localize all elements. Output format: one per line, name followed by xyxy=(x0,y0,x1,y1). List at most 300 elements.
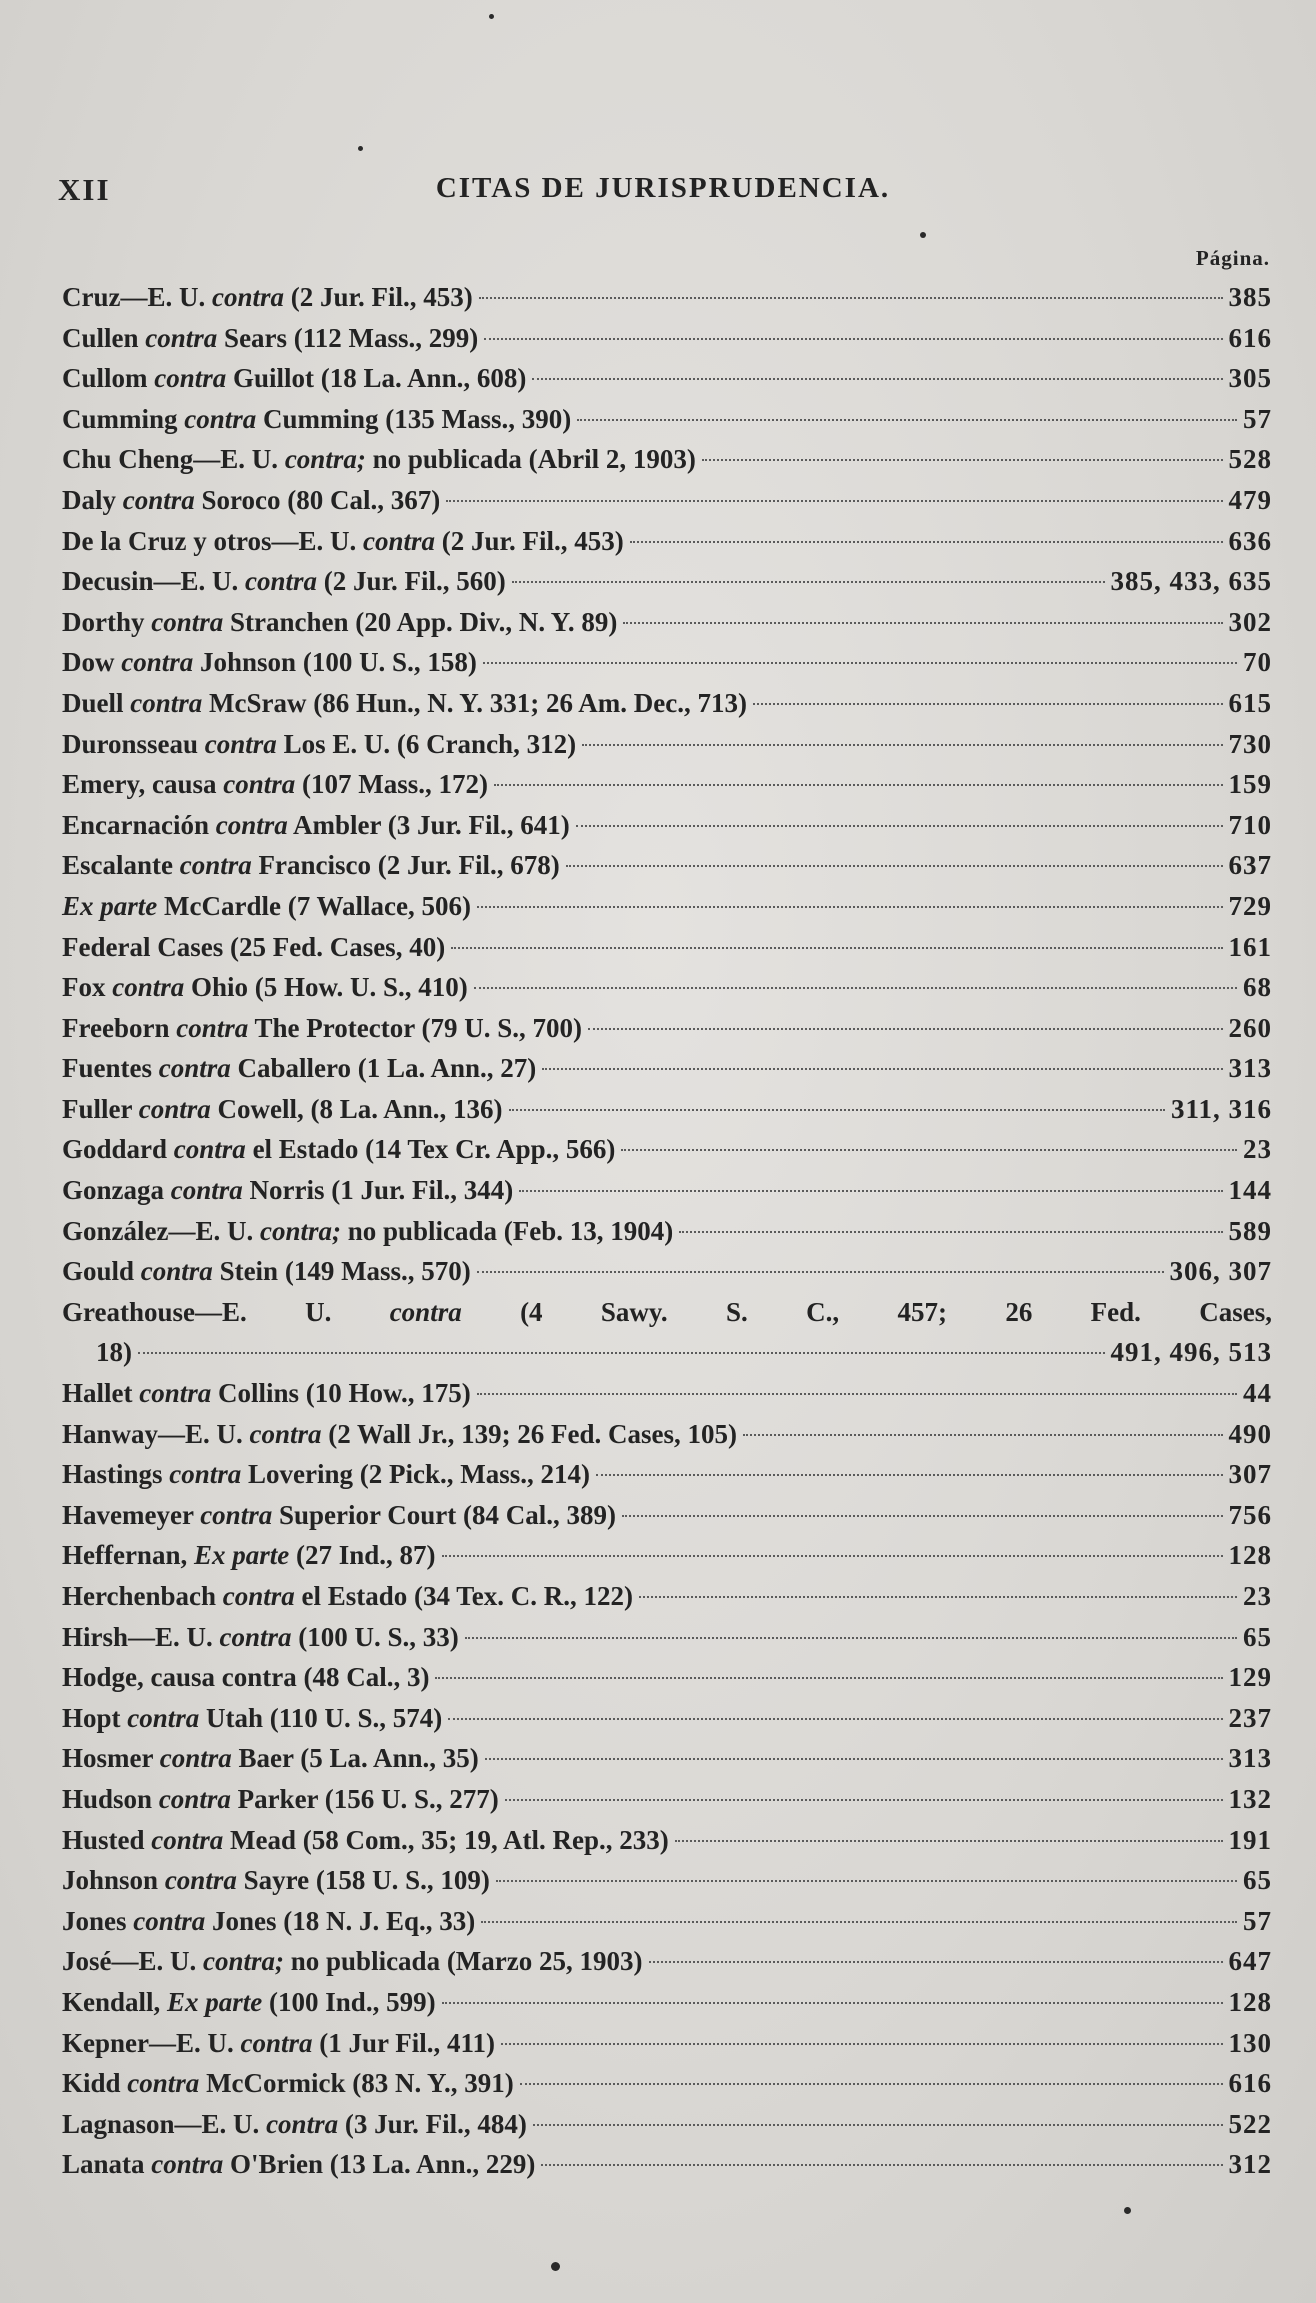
ink-speck xyxy=(489,14,494,19)
citation-entry xyxy=(62,1743,1272,1784)
case-reference: Soroco (80 Cal., 367) xyxy=(194,484,441,515)
citation-entry xyxy=(62,1216,1272,1257)
case-reference: Parker (156 U. S., 277) xyxy=(230,1783,499,1814)
citation-entry xyxy=(62,1013,1272,1054)
dot-leader xyxy=(519,1190,1222,1192)
page-reference: 756 xyxy=(1228,1499,1272,1530)
dot-leader xyxy=(435,1677,1222,1679)
case-connector: contra xyxy=(151,2149,224,2180)
case-connector: contra xyxy=(389,1296,462,1327)
citation-entry xyxy=(62,1094,1272,1135)
citation-entry xyxy=(62,2028,1272,2069)
case-citation xyxy=(62,1256,471,1287)
page-reference: 522 xyxy=(1228,2108,1272,2139)
case-connector: contra xyxy=(249,1418,322,1449)
case-citation xyxy=(62,1053,536,1084)
case-name: Freeborn xyxy=(62,1012,177,1043)
case-name: Husted xyxy=(62,1824,152,1855)
page-reference: 528 xyxy=(1228,444,1272,475)
case-citation xyxy=(62,2028,495,2059)
case-name: Duell xyxy=(62,687,131,718)
page-reference: 647 xyxy=(1228,1946,1272,1977)
case-citation xyxy=(62,1662,429,1693)
dot-leader xyxy=(622,1515,1223,1517)
case-name: Dorthy xyxy=(62,606,152,637)
citation-entry xyxy=(62,1622,1272,1663)
case-citation xyxy=(62,1906,475,1937)
citation-entry xyxy=(62,932,1272,973)
case-connector: contra xyxy=(159,1743,232,1774)
dot-leader xyxy=(448,1718,1222,1720)
ink-speck xyxy=(551,2262,560,2271)
page-reference: 260 xyxy=(1228,1012,1272,1043)
case-reference: Collins (10 How., 175) xyxy=(211,1378,471,1409)
case-name: Lagnason—E. U. xyxy=(62,2108,267,2139)
case-reference: Superior Court (84 Cal., 389) xyxy=(272,1499,616,1530)
case-citation xyxy=(62,282,473,313)
case-citation xyxy=(62,444,696,475)
case-reference: Stranchen (20 App. Div., N. Y. 89) xyxy=(223,606,618,637)
dot-leader xyxy=(576,825,1223,827)
case-connector: contra xyxy=(212,282,285,312)
case-name: Jones xyxy=(62,1905,134,1936)
citation-entry xyxy=(62,363,1272,404)
case-name: Hosmer xyxy=(62,1743,160,1774)
citation-entry xyxy=(62,1540,1272,1581)
dot-leader xyxy=(442,1555,1223,1557)
case-connector: contra xyxy=(200,1499,273,1530)
dot-leader xyxy=(542,1068,1222,1070)
dot-leader xyxy=(588,1028,1223,1030)
case-name: Duronsseau xyxy=(62,728,205,759)
citation-entry xyxy=(62,729,1272,770)
case-name: Herchenbach xyxy=(62,1581,223,1611)
page-reference: 636 xyxy=(1228,525,1272,556)
case-reference: McCardle (7 Wallace, 506) xyxy=(157,890,471,921)
citation-entry xyxy=(62,1419,1272,1460)
page-reference: 306, 307 xyxy=(1169,1256,1272,1287)
case-connector: contra xyxy=(266,2108,339,2139)
citation-entry xyxy=(62,444,1272,485)
case-connector: contra xyxy=(173,1134,246,1165)
case-name: Cullom xyxy=(62,363,155,394)
case-connector: contra xyxy=(122,484,195,515)
case-reference: (2 Wall Jr., 139; 26 Fed. Cases, 105) xyxy=(321,1418,738,1449)
case-reference: Lovering (2 Pick., Mass., 214) xyxy=(241,1459,591,1490)
page-reference: 479 xyxy=(1228,484,1272,515)
case-reference: no publicada (Feb. 13, 1904) xyxy=(340,1215,674,1246)
page-header xyxy=(58,172,1268,216)
case-citation xyxy=(62,1013,582,1044)
case-reference: Mead (58 Com., 35; 19, Atl. Rep., 233) xyxy=(223,1824,669,1855)
case-name: Johnson xyxy=(62,1865,165,1896)
case-reference: 18) xyxy=(96,1337,132,1368)
case-reference: el Estado (34 Tex. C. R., 122) xyxy=(294,1581,634,1611)
case-connector: Ex parte xyxy=(193,1540,290,1571)
citation-entry xyxy=(62,972,1272,1013)
dot-leader xyxy=(483,662,1237,664)
page-reference: 589 xyxy=(1228,1215,1272,1246)
page-reference: 129 xyxy=(1228,1662,1272,1693)
case-citation xyxy=(62,1540,436,1571)
page-reference: 385 xyxy=(1228,282,1272,312)
page-reference: 128 xyxy=(1228,1986,1272,2017)
dot-leader xyxy=(623,622,1222,624)
citation-entry xyxy=(62,891,1272,932)
citation-line xyxy=(62,1337,1272,1378)
case-reference: no publicada (Marzo 25, 1903) xyxy=(284,1946,643,1977)
case-connector: contra xyxy=(145,322,218,353)
case-name: Lanata xyxy=(62,2149,152,2180)
case-reference: (107 Mass., 172) xyxy=(295,769,488,800)
dot-leader xyxy=(446,500,1222,502)
case-name: Hastings xyxy=(62,1459,170,1490)
citation-entry xyxy=(62,1662,1272,1703)
case-name: Federal Cases (25 Fed. Cases, 40) xyxy=(62,931,446,962)
case-reference: McCormick (83 N. Y., 391) xyxy=(199,2068,514,2099)
case-reference: Johnson (100 U. S., 158) xyxy=(193,647,477,678)
case-name: Cumming xyxy=(62,403,185,434)
case-reference: The Protector (79 U. S., 700) xyxy=(248,1012,582,1043)
page-reference: 128 xyxy=(1228,1540,1272,1571)
case-connector: contra xyxy=(215,809,288,840)
case-citation xyxy=(62,1297,1272,1328)
dot-leader xyxy=(577,419,1237,421)
page-reference: 616 xyxy=(1228,2068,1272,2099)
page-reference: 144 xyxy=(1228,1175,1272,1206)
case-reference: Sears (112 Mass., 299) xyxy=(217,322,479,353)
dot-leader xyxy=(465,1637,1237,1639)
case-reference: (27 Ind., 87) xyxy=(289,1540,436,1571)
case-citation xyxy=(62,932,445,963)
page-reference: 302 xyxy=(1228,606,1272,637)
case-reference: Cumming (135 Mass., 390) xyxy=(256,403,572,434)
citation-entry xyxy=(62,404,1272,445)
case-name: Havemeyer xyxy=(62,1499,201,1530)
case-reference: Ohio (5 How. U. S., 410) xyxy=(184,972,468,1003)
citation-entry xyxy=(62,1297,1272,1378)
page-reference: 161 xyxy=(1228,931,1272,962)
citation-entry xyxy=(62,1500,1272,1541)
page-reference: 616 xyxy=(1228,322,1272,353)
case-citation xyxy=(62,2109,527,2140)
citation-entry xyxy=(62,1581,1272,1622)
dot-leader xyxy=(477,1271,1164,1273)
case-citation xyxy=(62,1134,615,1165)
case-reference: O'Brien (13 La. Ann., 229) xyxy=(223,2149,536,2180)
case-name: Decusin—E. U. xyxy=(62,566,246,597)
case-citation xyxy=(62,1581,633,1612)
citation-entry xyxy=(62,647,1272,688)
case-connector: contra xyxy=(223,769,296,800)
page-reference: 311, 316 xyxy=(1170,1093,1272,1124)
citation-entry xyxy=(62,1825,1272,1866)
case-connector: contra xyxy=(127,1702,200,1733)
dot-leader xyxy=(496,1880,1237,1882)
case-connector: contra xyxy=(127,2068,200,2099)
case-name: Hudson xyxy=(62,1783,159,1814)
case-citation xyxy=(62,1825,669,1856)
case-name: Fox xyxy=(62,972,113,1003)
citation-line xyxy=(62,1297,1272,1338)
citation-entry xyxy=(62,1906,1272,1947)
dot-leader xyxy=(442,2002,1223,2004)
case-reference: Sayre (158 U. S., 109) xyxy=(236,1865,490,1896)
case-connector: contra xyxy=(130,687,203,718)
citation-entry xyxy=(62,2068,1272,2109)
case-citation xyxy=(62,1175,513,1206)
citation-entry xyxy=(62,1703,1272,1744)
page-reference: 313 xyxy=(1228,1053,1272,1084)
case-citation xyxy=(62,323,478,354)
case-citation xyxy=(62,2068,514,2099)
page-reference: 159 xyxy=(1228,769,1272,800)
case-reference: (100 Ind., 599) xyxy=(262,1986,436,2017)
dot-leader xyxy=(509,1109,1165,1111)
case-reference: Guillot (18 La. Ann., 608) xyxy=(226,363,527,394)
case-connector: Ex parte xyxy=(62,890,158,921)
citation-entry xyxy=(62,1865,1272,1906)
case-reference: (2 Jur. Fil., 453) xyxy=(284,282,473,312)
case-name: José—E. U. xyxy=(62,1946,203,1977)
citation-entry xyxy=(62,1784,1272,1825)
dot-leader xyxy=(532,378,1222,380)
dot-leader xyxy=(753,703,1223,705)
case-connector: contra xyxy=(154,363,227,394)
case-name: Encarnación xyxy=(62,809,216,840)
citation-list xyxy=(62,282,1272,2190)
page-reference: 57 xyxy=(1243,403,1272,434)
citation-entry xyxy=(62,1987,1272,2028)
page-reference: 729 xyxy=(1228,890,1272,921)
case-reference: (2 Jur. Fil., 453) xyxy=(434,525,624,556)
case-connector: contra xyxy=(151,606,224,637)
citation-entry xyxy=(62,526,1272,567)
case-connector: contra; xyxy=(284,444,366,475)
case-reference: Baer (5 La. Ann., 35) xyxy=(231,1743,479,1774)
case-reference: (3 Jur. Fil., 484) xyxy=(338,2108,527,2139)
citation-entry xyxy=(62,2109,1272,2150)
page-reference: 23 xyxy=(1243,1581,1272,1611)
case-reference: Stein (149 Mass., 570) xyxy=(212,1256,471,1287)
page-reference: 23 xyxy=(1243,1134,1272,1165)
dot-leader xyxy=(630,541,1223,543)
page-reference: 130 xyxy=(1228,2027,1272,2058)
citation-entry xyxy=(62,566,1272,607)
case-connector: contra xyxy=(179,850,252,881)
case-name: Gould xyxy=(62,1256,141,1287)
citation-entry xyxy=(62,688,1272,729)
page-reference: 710 xyxy=(1228,809,1272,840)
case-connector: contra xyxy=(169,1459,242,1490)
case-citation xyxy=(62,1094,503,1125)
page-reference: 313 xyxy=(1228,1743,1272,1774)
dot-leader xyxy=(477,1393,1237,1395)
dot-leader xyxy=(520,2083,1223,2085)
case-connector: contra xyxy=(176,1012,249,1043)
page-column-label: Página. xyxy=(1195,246,1270,270)
case-connector: contra xyxy=(138,1093,211,1124)
citation-entry xyxy=(62,1459,1272,1500)
case-name: Emery, causa xyxy=(62,769,224,800)
dot-leader xyxy=(621,1149,1237,1151)
case-citation xyxy=(96,1337,132,1368)
case-connector: contra xyxy=(184,403,257,434)
dot-leader xyxy=(679,1231,1222,1233)
page-reference: 637 xyxy=(1228,850,1272,881)
dot-leader xyxy=(533,2124,1223,2126)
case-connector: contra xyxy=(112,972,185,1003)
case-citation xyxy=(62,972,468,1003)
case-connector: contra; xyxy=(203,1946,284,1977)
case-name: De la Cruz y otros—E. U. xyxy=(62,525,363,556)
dot-leader xyxy=(541,2164,1222,2166)
running-title: CITAS DE JURISPRUDENCIA. xyxy=(435,172,891,204)
page-reference: 132 xyxy=(1228,1783,1272,1814)
page-reference: 312 xyxy=(1228,2149,1272,2180)
case-connector: Ex parte xyxy=(167,1986,263,2017)
case-reference: (100 U. S., 33) xyxy=(291,1621,459,1652)
case-name: Hodge, causa contra (48 Cal., 3) xyxy=(62,1662,430,1693)
case-connector: contra xyxy=(362,525,435,556)
case-citation xyxy=(62,1419,737,1450)
case-citation xyxy=(62,404,571,435)
case-citation xyxy=(62,363,526,394)
citation-entry xyxy=(62,810,1272,851)
page-reference: 491, 496, 513 xyxy=(1110,1337,1272,1368)
case-citation xyxy=(62,647,477,678)
dot-leader xyxy=(512,581,1105,583)
page-reference: 730 xyxy=(1228,728,1272,759)
citation-entry xyxy=(62,485,1272,526)
case-connector: contra; xyxy=(259,1215,341,1246)
case-connector: contra xyxy=(121,647,194,678)
case-name: Hopt xyxy=(62,1702,128,1733)
ink-speck xyxy=(1124,2207,1131,2214)
dot-leader xyxy=(484,338,1222,340)
page-reference: 57 xyxy=(1243,1905,1272,1936)
case-name: Fuentes xyxy=(62,1053,159,1084)
case-name: Daly xyxy=(62,484,123,515)
case-connector: contra xyxy=(245,566,318,597)
case-reference: (2 Jur. Fil., 560) xyxy=(317,566,506,597)
case-reference: Norris (1 Jur. Fil., 344) xyxy=(242,1175,514,1206)
case-connector: contra xyxy=(240,2027,313,2058)
case-reference: Ambler (3 Jur. Fil., 641) xyxy=(287,809,570,840)
case-reference: Caballero (1 La. Ann., 27) xyxy=(230,1053,537,1084)
case-citation xyxy=(62,1216,673,1247)
page-reference: 44 xyxy=(1243,1378,1272,1409)
page-reference: 65 xyxy=(1243,1621,1272,1652)
case-connector: contra xyxy=(133,1905,206,1936)
case-citation xyxy=(62,1622,459,1653)
citation-entry xyxy=(62,1175,1272,1216)
citation-entry xyxy=(62,1053,1272,1094)
case-citation xyxy=(62,1500,616,1531)
citation-entry xyxy=(62,2149,1272,2190)
dot-leader xyxy=(639,1596,1237,1598)
case-name: González—E. U. xyxy=(62,1215,260,1246)
case-reference: Jones (18 N. J. Eq., 33) xyxy=(205,1905,476,1936)
page-reference: 615 xyxy=(1228,687,1272,718)
citation-entry xyxy=(62,850,1272,891)
case-name: Hallet xyxy=(62,1378,140,1409)
case-citation xyxy=(62,1865,490,1896)
case-name: Hanway—E. U. xyxy=(62,1418,250,1449)
case-connector: contra xyxy=(151,1824,224,1855)
dot-leader xyxy=(566,865,1223,867)
case-name: Goddard xyxy=(62,1134,174,1165)
dot-leader xyxy=(474,987,1237,989)
case-connector: contra xyxy=(140,1256,213,1287)
case-reference: Cowell, (8 La. Ann., 136) xyxy=(210,1093,503,1124)
case-connector: contra xyxy=(170,1175,243,1206)
page-reference: 305 xyxy=(1228,363,1272,394)
page-reference: 237 xyxy=(1228,1702,1272,1733)
case-reference: Los E. U. (6 Cranch, 312) xyxy=(276,728,577,759)
case-connector: contra xyxy=(222,1581,295,1611)
case-citation xyxy=(62,1743,479,1774)
case-reference: no publicada (Abril 2, 1903) xyxy=(365,444,696,475)
page-reference: 70 xyxy=(1243,647,1272,678)
citation-entry xyxy=(62,282,1272,323)
case-citation xyxy=(62,607,617,638)
dot-leader xyxy=(138,1352,1105,1354)
case-reference: el Estado (14 Tex Cr. App., 566) xyxy=(245,1134,616,1165)
case-connector: contra xyxy=(219,1621,292,1652)
ink-speck xyxy=(358,146,363,151)
case-citation xyxy=(62,2149,535,2180)
case-citation xyxy=(62,526,624,557)
dot-leader xyxy=(675,1840,1223,1842)
case-citation xyxy=(62,769,488,800)
dot-leader xyxy=(494,784,1223,786)
dot-leader xyxy=(505,1799,1223,1801)
citation-entry xyxy=(62,769,1272,810)
ink-speck xyxy=(920,232,926,238)
case-citation xyxy=(62,1703,442,1734)
citation-entry xyxy=(62,607,1272,648)
case-name: Escalante xyxy=(62,850,180,881)
citation-entry xyxy=(62,1256,1272,1297)
citation-entry xyxy=(62,1946,1272,1987)
case-name: Chu Cheng—E. U. xyxy=(62,444,285,475)
case-name: Hirsh—E. U. xyxy=(62,1621,220,1652)
case-name: Cullen xyxy=(62,322,146,353)
case-name: Kepner—E. U. xyxy=(62,2027,241,2058)
dot-leader xyxy=(451,947,1222,949)
dot-leader xyxy=(501,2043,1222,2045)
case-citation xyxy=(62,1784,499,1815)
case-citation xyxy=(62,688,747,719)
case-name: Gonzaga xyxy=(62,1175,171,1206)
case-reference: McSraw (86 Hun., N. Y. 331; 26 Am. Dec., 713) xyxy=(202,687,747,718)
dot-leader xyxy=(481,1921,1237,1923)
case-reference: (1 Jur Fil., 411) xyxy=(312,2027,496,2058)
case-reference: (4 Sawy. S. C., 457; 26 Fed. Cases, xyxy=(461,1296,1272,1327)
citation-entry xyxy=(62,1134,1272,1175)
dot-leader xyxy=(477,906,1223,908)
case-name: Fuller xyxy=(62,1093,139,1124)
case-name: Dow xyxy=(62,647,122,678)
case-citation xyxy=(62,485,440,516)
dot-leader xyxy=(702,459,1223,461)
case-connector: contra xyxy=(139,1378,212,1409)
case-connector: contra xyxy=(204,728,277,759)
case-citation xyxy=(62,810,570,841)
case-citation xyxy=(62,850,560,881)
case-citation xyxy=(62,891,471,922)
